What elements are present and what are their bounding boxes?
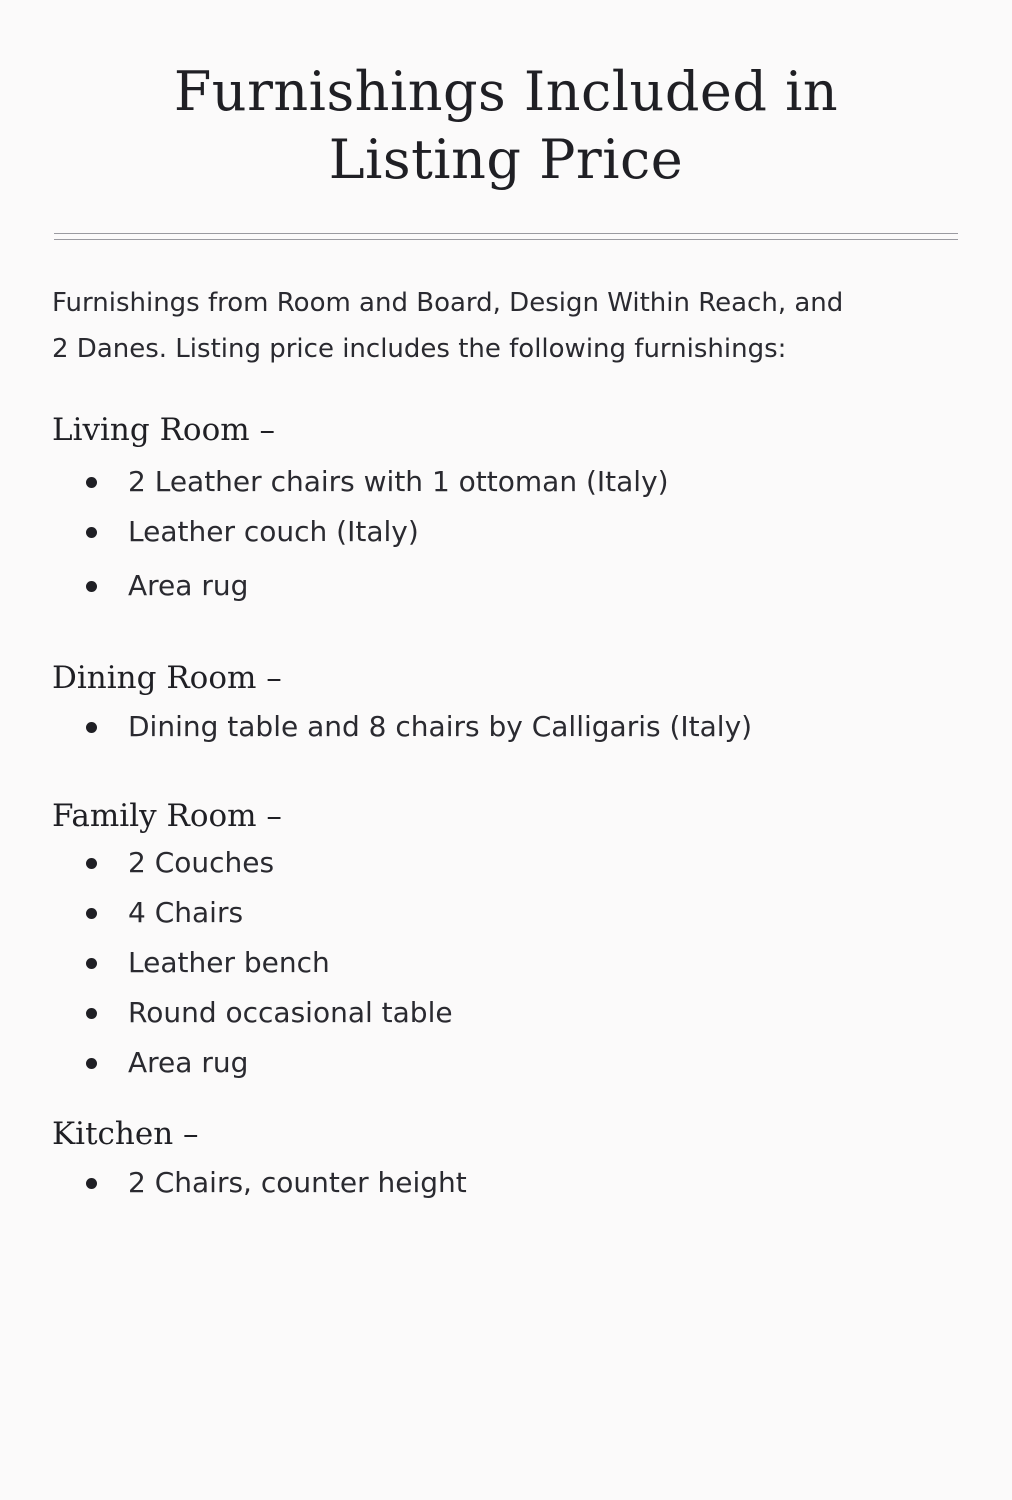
intro-line-2: 2 Danes. Listing price includes the following furnishings: [52, 334, 787, 364]
title-line-1: Furnishings Included in [173, 60, 839, 123]
list-item [0, 561, 1012, 611]
list-item [0, 1038, 1012, 1088]
section-heading-kitchen: Kitchen – [52, 1116, 199, 1152]
list-item-text: Area rug [128, 1046, 249, 1079]
list-item-text: 2 Couches [128, 846, 275, 879]
bullet-icon [86, 858, 97, 869]
bullet-icon [86, 1178, 97, 1189]
list-item-text: Dining table and 8 chairs by Calligaris (Italy) [128, 710, 753, 743]
intro-paragraph [52, 280, 952, 372]
list-item [0, 838, 1012, 888]
section-heading-family-room: Family Room – [52, 798, 282, 834]
bullet-icon [86, 527, 97, 538]
bullet-icon [86, 581, 97, 592]
bullet-icon [86, 958, 97, 969]
bullet-icon [86, 1058, 97, 1069]
list-item [0, 702, 1012, 752]
intro-line-1: Furnishings from Room and Board, Design Within Reach, and [52, 288, 844, 318]
section-heading-living-room: Living Room – [52, 412, 276, 448]
bullet-icon [86, 1008, 97, 1019]
living-room-list [0, 457, 1012, 607]
section-heading-dining-room: Dining Room – [52, 660, 282, 696]
list-item [0, 938, 1012, 988]
bullet-icon [86, 722, 97, 733]
list-item-text: 4 Chairs [128, 896, 244, 929]
list-item-text: Round occasional table [128, 996, 453, 1029]
bullet-icon [86, 477, 97, 488]
title-divider-top [54, 233, 958, 234]
list-item [0, 888, 1012, 938]
list-item [0, 507, 1012, 557]
list-item [0, 988, 1012, 1038]
page-title [0, 58, 1012, 194]
title-line-2: Listing Price [328, 128, 684, 191]
bullet-icon [86, 908, 97, 919]
list-item-text: 2 Leather chairs with 1 ottoman (Italy) [128, 465, 669, 498]
family-room-list [0, 838, 1012, 1088]
list-item-text: Leather bench [128, 946, 330, 979]
dining-room-list [0, 702, 1012, 752]
kitchen-list [0, 1158, 1012, 1208]
list-item [0, 1158, 1012, 1208]
list-item-text: Area rug [128, 569, 249, 602]
list-item-text: Leather couch (Italy) [128, 515, 419, 548]
title-divider-bottom [54, 239, 958, 240]
list-item-text: 2 Chairs, counter height [128, 1166, 467, 1199]
list-item [0, 457, 1012, 507]
